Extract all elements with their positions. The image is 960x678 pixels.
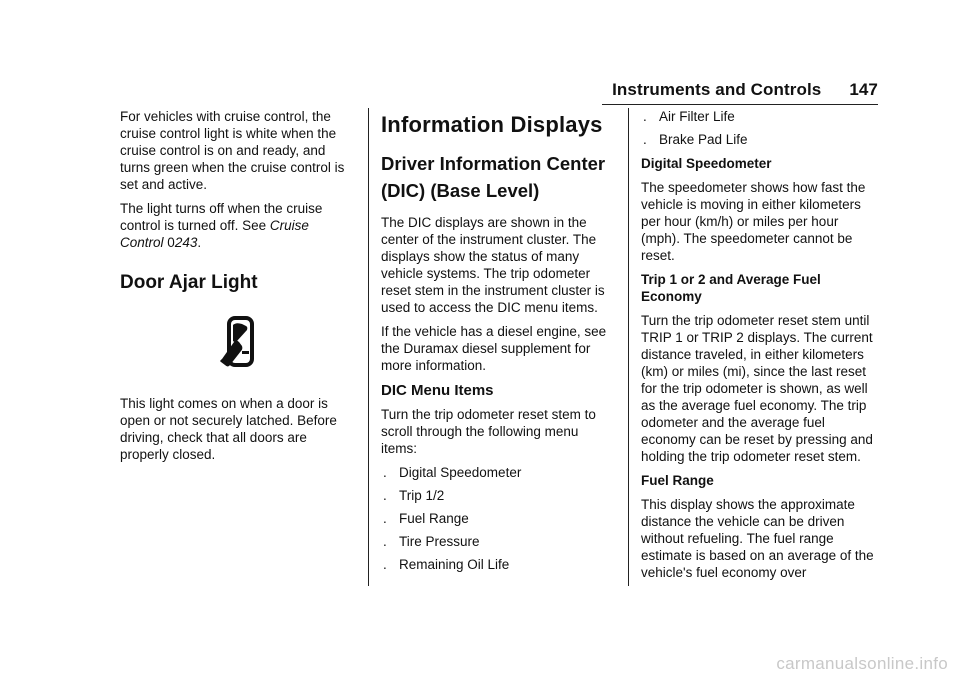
list-item bbox=[381, 556, 617, 573]
door-ajar-icon-container bbox=[120, 315, 356, 375]
digital-speedometer-heading: Digital Speedometer bbox=[641, 156, 772, 171]
bullet: . bbox=[383, 488, 387, 503]
bullet: . bbox=[643, 109, 647, 124]
diesel-paragraph: If the vehicle has a diesel engine, see the Duramax diesel supplement for more information. bbox=[381, 324, 607, 373]
trip-heading: Trip 1 or 2 and Average Fuel Economy bbox=[641, 272, 821, 304]
page-ref-arrow: 0 bbox=[167, 235, 175, 250]
dic-paragraph: The DIC displays are shown in the center of the instrument cluster. The displays show the status of many vehicle systems. The trip odometer reset stem in the instrument cluster is used to access the DIC menu items. bbox=[381, 215, 605, 315]
cruise-off-paragraph: The light turns off when the cruise control is turned off. See Cruise Control 0243. bbox=[120, 201, 323, 250]
list-item-label: Trip 1/2 bbox=[399, 488, 445, 503]
list-item-label: Air Filter Life bbox=[659, 109, 735, 124]
header-title: Instruments and Controls bbox=[612, 80, 822, 99]
column-left bbox=[120, 108, 356, 470]
bullet: . bbox=[383, 511, 387, 526]
dic-menu-items-heading: DIC Menu Items bbox=[381, 382, 494, 399]
list-item bbox=[641, 108, 881, 125]
dic-heading: Driver Information Center (DIC) (Base Level) bbox=[381, 153, 606, 201]
column-right bbox=[641, 108, 881, 588]
information-displays-heading: Information Displays bbox=[381, 112, 603, 137]
list-item-label: Remaining Oil Life bbox=[399, 557, 510, 572]
list-item-label: Brake Pad Life bbox=[659, 132, 748, 147]
speedometer-paragraph: The speedometer shows how fast the vehicle is moving in either kilometers per hour (km/h) or miles per hour (mph). The speedometer cannot be reset. bbox=[641, 180, 866, 263]
column-middle bbox=[381, 108, 617, 580]
page-number: 147 bbox=[849, 80, 878, 99]
bullet: . bbox=[643, 132, 647, 147]
cruise-light-paragraph: For vehicles with cruise control, the cruise control light is white when the cruise control is on and ready, and turns green when the cruise control is set and active. bbox=[120, 109, 345, 192]
column-divider bbox=[368, 108, 369, 586]
door-ajar-heading: Door Ajar Light bbox=[120, 272, 258, 293]
trip-paragraph: Turn the trip odometer reset stem until TRIP 1 or TRIP 2 displays. The current distance traveled, in either kilometers (km) or miles (mi), since the last reset for the trip odometer is shown, as well as the average fuel economy. The trip odometer and the average fuel economy can be reset by pressing and holding the trip odometer reset stem. bbox=[641, 313, 873, 464]
bullet: . bbox=[383, 534, 387, 549]
bullet: . bbox=[383, 557, 387, 572]
cruise-page-ref[interactable]: 243 bbox=[174, 235, 198, 250]
cruise-off-text: The light turns off when the cruise control is turned off. See bbox=[120, 201, 323, 233]
menu-intro-paragraph: Turn the trip odometer reset stem to scroll through the following menu items: bbox=[381, 407, 596, 456]
column-divider bbox=[628, 108, 629, 586]
watermark: carmanualsonline.info bbox=[776, 654, 948, 673]
menu-items-list-continued bbox=[641, 108, 881, 148]
list-item bbox=[381, 464, 617, 481]
door-ajar-icon bbox=[216, 315, 256, 371]
list-item-label: Fuel Range bbox=[399, 511, 469, 526]
list-item-label: Digital Speedometer bbox=[399, 465, 522, 480]
list-item bbox=[381, 510, 617, 527]
list-item-label: Tire Pressure bbox=[399, 534, 480, 549]
header-rule bbox=[602, 104, 878, 105]
list-item bbox=[381, 487, 617, 504]
menu-items-list bbox=[381, 464, 617, 573]
bullet: . bbox=[383, 465, 387, 480]
fuel-range-heading: Fuel Range bbox=[641, 473, 714, 488]
list-item bbox=[381, 533, 617, 550]
fuel-range-paragraph: This display shows the approximate distance the vehicle can be driven without refueling. The fuel range estimate is based on an average of the vehicle's fuel economy over bbox=[641, 497, 874, 580]
cruise-control-link[interactable]: Cruise Control bbox=[120, 218, 309, 250]
list-item bbox=[641, 131, 881, 148]
door-ajar-paragraph: This light comes on when a door is open or not securely latched. Before driving, check that all doors are properly closed. bbox=[120, 396, 337, 462]
running-header bbox=[612, 80, 878, 100]
